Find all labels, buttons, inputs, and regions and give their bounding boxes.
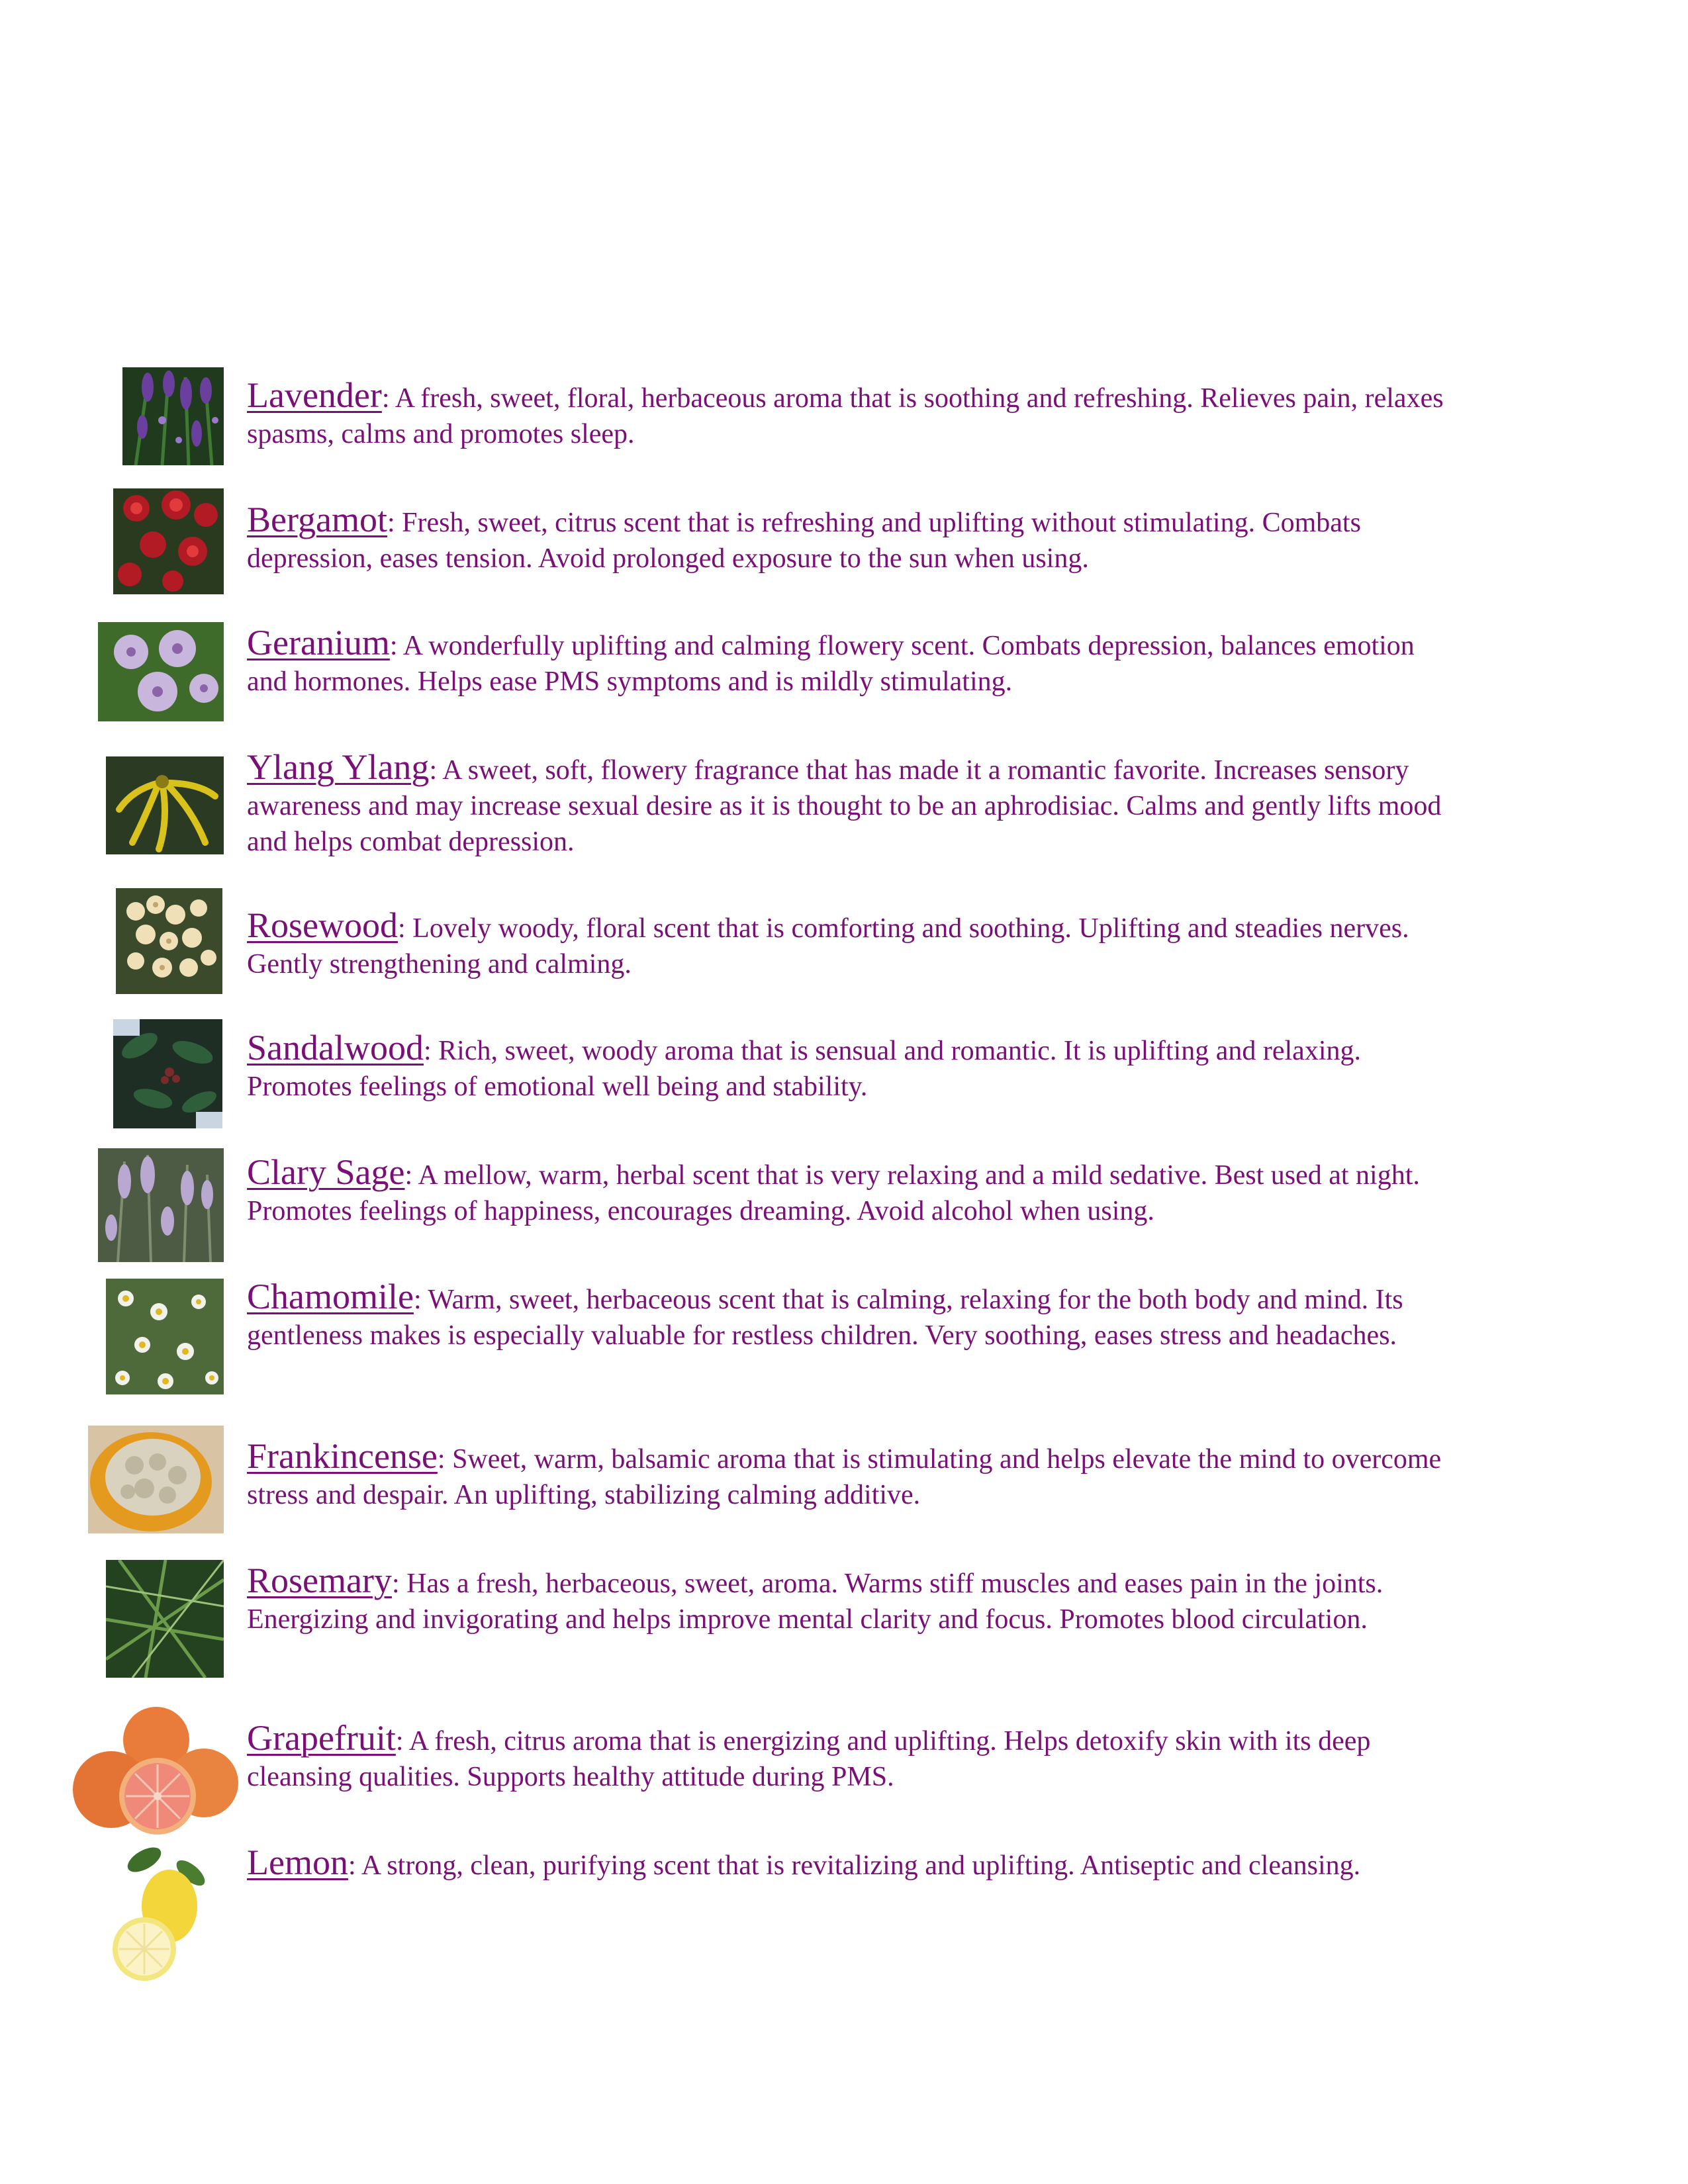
entry-name-link[interactable]: Bergamot <box>247 500 387 539</box>
entry-text: Clary Sage: A mellow, warm, herbal scent that is very relaxing and a mild sedative. Best used at night. Promotes feelings of happiness, encourages dreaming. Avoid alcohol when using. <box>247 1152 1420 1226</box>
lavender-image <box>122 367 224 465</box>
entry-text: Lemon: A strong, clean, purifying scent that is revitalizing and uplifting. Antiseptic and cleansing. <box>247 1843 1361 1882</box>
clary-sage-image <box>98 1148 224 1262</box>
entry-name-link[interactable]: Geranium <box>247 623 390 662</box>
entry-text: Sandalwood: Rich, sweet, woody aroma that is sensual and romantic. It is uplifting and relaxing. Promotes feelings of emotional well being and stability. <box>247 1028 1361 1102</box>
grapefruit-image <box>71 1704 240 1839</box>
entry-text: Bergamot: Fresh, sweet, citrus scent that is refreshing and uplifting without stimulating. Combats depression, eases tension. Avoid prolonged exposure to the sun when using. <box>247 500 1361 574</box>
entry-text: Chamomile: Warm, sweet, herbaceous scent that is calming, relaxing for the both body and mind. Its gentleness makes is especially valuable for restless children. Very soothing, eases stress and headaches. <box>247 1277 1403 1351</box>
sandalwood-image <box>113 1019 222 1128</box>
entry-name-link[interactable]: Rosewood <box>247 905 398 945</box>
entry-name-link[interactable]: Chamomile <box>247 1277 414 1316</box>
entry-name-link[interactable]: Clary Sage <box>247 1152 405 1192</box>
entry-name-link[interactable]: Sandalwood <box>247 1028 424 1068</box>
rosewood-image <box>116 888 222 994</box>
rosemary-image <box>106 1560 224 1678</box>
chamomile-image <box>106 1279 224 1394</box>
entry-text: Frankincense: Sweet, warm, balsamic aroma that is stimulating and helps elevate the mind to overcome stress and despair. An uplifting, stabilizing calming additive. <box>247 1436 1442 1510</box>
entry-text: Ylang Ylang: A sweet, soft, flowery fragrance that has made it a romantic favorite. Increases sensory awareness and may increase sexual desire as it is thought to be an aphrodisiac. Calms and gently lifts mood and helps combat depression. <box>247 747 1442 857</box>
entry-name-link[interactable]: Lavender <box>247 375 382 415</box>
entry-text: Rosewood: Lovely woody, floral scent that is comforting and soothing. Uplifting and steadies nerves. Gently strengthening and calming. <box>247 905 1409 979</box>
entry-text: Geranium: A wonderfully uplifting and calming flowery scent. Combats depression, balances emotion and hormones. Helps ease PMS symptoms and is mildly stimulating. <box>247 623 1415 697</box>
lemon-image <box>111 1843 211 1983</box>
entry-text: Lavender: A fresh, sweet, floral, herbaceous aroma that is soothing and refreshing. Relieves pain, relaxes spasms, calms and promotes sleep. <box>247 375 1444 449</box>
geranium-image <box>98 622 224 721</box>
entry-name-link[interactable]: Ylang Ylang <box>247 747 430 787</box>
entry-name-link[interactable]: Rosemary <box>247 1561 392 1600</box>
entry-name-link[interactable]: Grapefruit <box>247 1718 396 1758</box>
entry-name-link[interactable]: Frankincense <box>247 1436 438 1476</box>
bergamot-image <box>113 488 224 594</box>
frankincense-image <box>88 1426 224 1533</box>
entry-name-link[interactable]: Lemon <box>247 1843 348 1882</box>
entry-text: Rosemary: Has a fresh, herbaceous, sweet, aroma. Warms stiff muscles and eases pain in the joints. Energizing and invigorating and helps improve mental clarity and focus. Promotes blood circulation. <box>247 1561 1383 1635</box>
entry-text: Grapefruit: A fresh, citrus aroma that is energizing and uplifting. Helps detoxify skin with its deep cleansing qualities. Supports healthy attitude during PMS. <box>247 1718 1371 1792</box>
ylang-ylang-image <box>106 756 224 854</box>
